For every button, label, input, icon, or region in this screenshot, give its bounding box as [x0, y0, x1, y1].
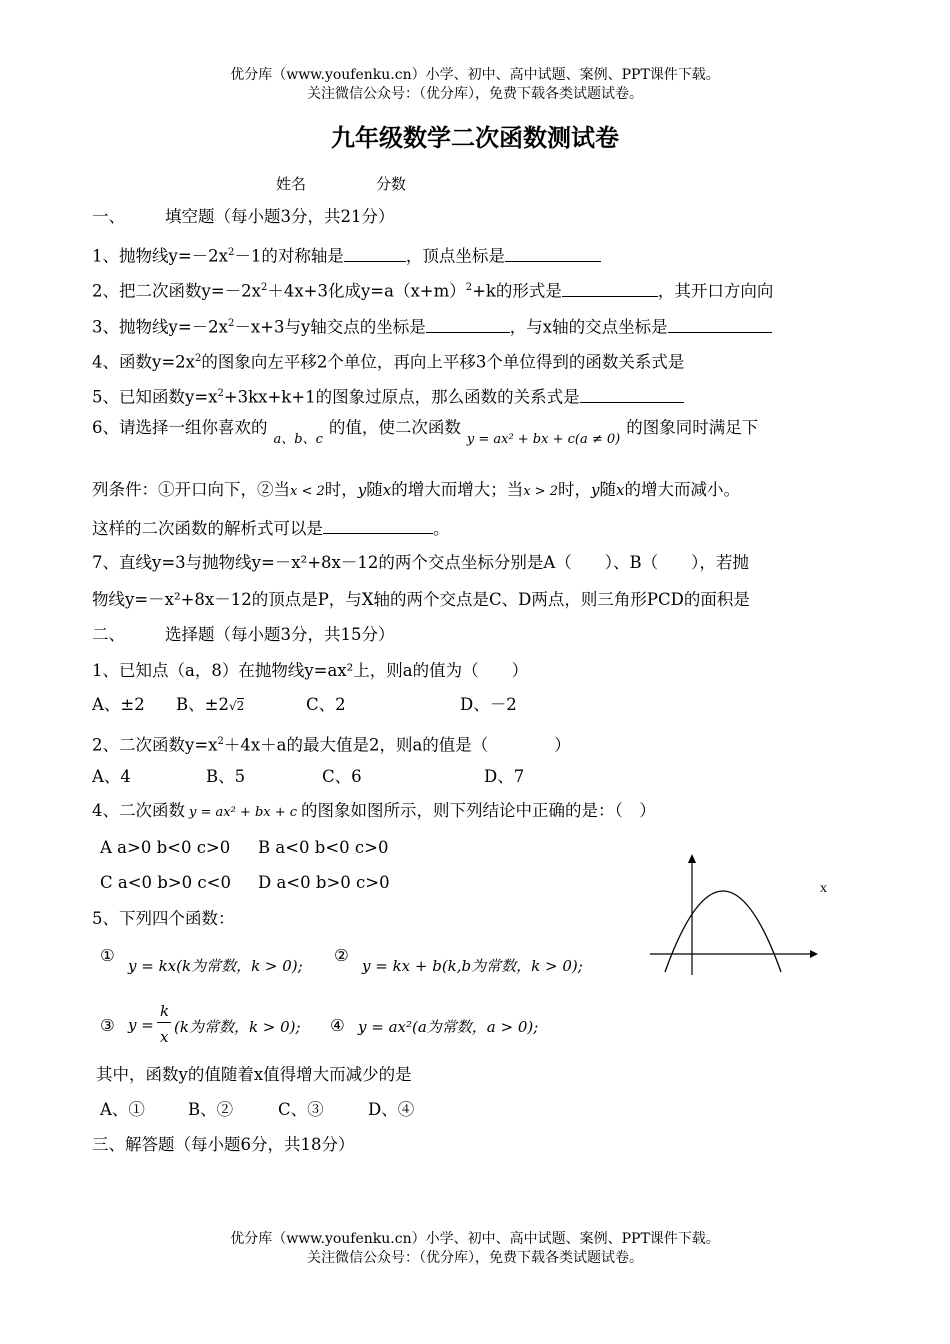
- parabola-curve: [665, 891, 781, 972]
- option-a[interactable]: A a>0 b<0 c>0: [100, 838, 231, 857]
- s1-q7-line1: 7、直线y=3与抛物线y=－x²+8x－12的两个交点坐标分别是A（ ）、B（ ），若抛: [92, 553, 749, 572]
- s2-q5-f2-num: ②: [334, 946, 349, 965]
- answer-blank[interactable]: [323, 516, 433, 534]
- answer-blank[interactable]: [426, 315, 510, 333]
- s2-q2-stem: 2、二次函数$y=x^2+4x+a$的最大值是2，则a的值是（ ）: [92, 735, 571, 755]
- s1-q2: 2、把二次函数$y=-2x^2+4x+3$化成$y=a(x+m)^2+k$的形式是 ，其开口方向向: [92, 276, 773, 304]
- option-d[interactable]: D、④: [368, 1100, 415, 1119]
- option-c[interactable]: C a<0 b>0 c<0: [100, 873, 231, 892]
- s1-q3: 3、抛物线$y=-2x^2-x+3$与y轴交点的坐标是 ，与x轴的交点坐标是: [92, 312, 772, 340]
- s2-q5-f3-num: ③: [100, 1016, 115, 1035]
- page-title: 九年级数学二次函数测试卷: [331, 124, 619, 152]
- answer-blank[interactable]: [505, 244, 601, 262]
- option-c[interactable]: C、6: [322, 767, 362, 786]
- header-line-1: 优分库（www.youfenku.cn）小学、初中、高中试题、案例、PPT课件下载。: [230, 67, 720, 83]
- answer-blank[interactable]: [562, 279, 658, 297]
- s2-q5-f3-numerator: k: [160, 1002, 170, 1020]
- s2-q5-f1-num: ①: [100, 946, 115, 965]
- s2-q5-f3a: y =: [128, 1016, 154, 1034]
- s2-q5-stem: 5、下列四个函数：: [92, 909, 235, 928]
- s2-q5-f3b: (k为常数，k > 0);: [174, 1018, 301, 1036]
- s2-q5-f4-num: ④: [330, 1016, 345, 1035]
- s1-q6-line2: 列条件：①开口向下，②当x < 2时，y随x的增大而增大；当x > 2时，y随x的增大而减小。: [92, 480, 740, 499]
- s1-q7-line2: 物线y=－x²+8x－12的顶点是P，与X轴的两个交点是C、D两点，则三角形PCD的面积是: [92, 590, 750, 609]
- s2-q5-options: [100, 1098, 414, 1122]
- section3-heading: 三、解答题（每小题6分，共18分）: [92, 1135, 355, 1154]
- s1-q6-line3: 这样的二次函数的解析式可以是 。: [92, 516, 450, 541]
- option-a[interactable]: A、4: [92, 767, 131, 786]
- option-c[interactable]: C、2: [306, 695, 346, 714]
- y-axis-arrow: [688, 854, 696, 863]
- x-axis-arrow: [810, 950, 818, 958]
- graph-x-label: x: [820, 881, 827, 896]
- s1-q4: 4、函数$y=2x^2$的图象向左平移2个单位，再向上平移3个单位得到的函数关系式是: [92, 352, 685, 372]
- option-d[interactable]: D、7: [484, 767, 525, 786]
- footer-line-2: 关注微信公众号：（优分库），免费下载各类试题试卷。: [307, 1250, 643, 1266]
- option-b[interactable]: B、②: [188, 1100, 234, 1119]
- answer-blank[interactable]: [668, 315, 772, 333]
- s1-q6-line1: 6、请选择一组你喜欢的$_{a、b、c}$的值，使二次函数$_{y = ax^2 + bx + c(a \ne 0)}$的图象同时满足下: [92, 418, 759, 447]
- fraction-bar: [157, 1022, 171, 1023]
- header-line-2: 关注微信公众号：（优分库），免费下载各类试题试卷。: [307, 86, 643, 102]
- answer-blank[interactable]: [580, 385, 684, 403]
- footer-line-1: 优分库（www.youfenku.cn）小学、初中、高中试题、案例、PPT课件下载。: [230, 1231, 720, 1247]
- s2-q1-stem: 1、已知点（a，8）在抛物线y=ax²上，则a的值为（ ）: [92, 661, 529, 680]
- option-d[interactable]: D a<0 b>0 c>0: [258, 873, 390, 892]
- s2-q5-f2: y = kx + b(k,b为常数，k > 0);: [362, 957, 583, 975]
- option-d[interactable]: D、－2: [460, 695, 517, 714]
- s2-q4-stem: 4、二次函数 y = ax² + bx + c 的图象如图所示，则下列结论中正确的是：（ ）: [92, 801, 656, 820]
- option-b[interactable]: B a<0 b<0 c>0: [258, 838, 389, 857]
- s1-q1: 1、抛物线$y=-2x^2-1$的对称轴是 ，顶点坐标是: [92, 241, 601, 269]
- section2-heading: 二、 选择题（每小题3分，共15分）: [92, 625, 395, 644]
- name-label: 姓名: [276, 175, 307, 193]
- option-c[interactable]: C、③: [278, 1100, 324, 1119]
- answer-blank[interactable]: [344, 244, 406, 262]
- option-b[interactable]: B、5: [206, 767, 246, 786]
- s2-q2-options: [92, 765, 524, 789]
- s2-q5-question: 其中，函数y的值随着x值得增大而减少的是: [96, 1065, 412, 1084]
- option-b[interactable]: B、±2√2: [176, 695, 245, 714]
- s2-q4-options-row2: [100, 871, 390, 895]
- option-a[interactable]: A、±2: [92, 695, 145, 714]
- s2-q4-options-row1: [100, 836, 388, 860]
- s1-q5: 5、已知函数$y=x^2+3kx+k+1$的图象过原点，那么函数的关系式是: [92, 382, 684, 410]
- s2-q5-f1: y = kx(k为常数，k > 0);: [128, 957, 303, 975]
- score-label: 分数: [376, 175, 407, 193]
- option-a[interactable]: A、①: [100, 1100, 145, 1119]
- s2-q1-options: [92, 693, 517, 718]
- section1-heading: 一、 填空题（每小题3分，共21分）: [92, 207, 395, 226]
- parabola-graph: [645, 850, 835, 980]
- s2-q5-f3-denominator: x: [160, 1028, 169, 1046]
- s2-q5-f4: y = ax²(a为常数，a > 0);: [358, 1018, 539, 1036]
